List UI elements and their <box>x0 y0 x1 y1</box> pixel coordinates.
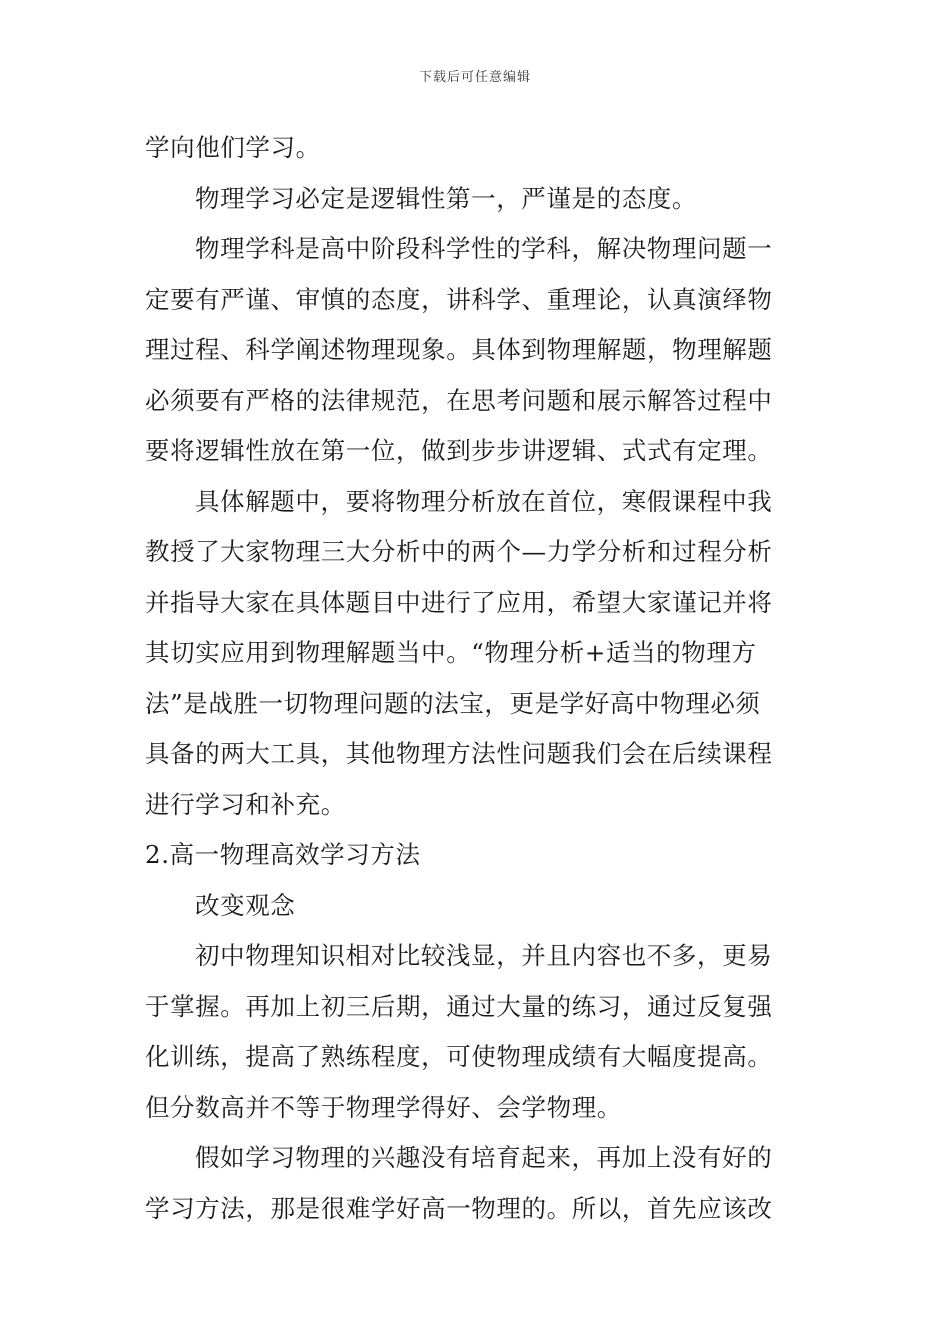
text-line: 要将逻辑性放在第一位，做到步步讲逻辑、式式有定理。 <box>145 436 773 465</box>
text-line: 法”是战胜一切物理问题的法宝，更是学好高中物理必须 <box>145 688 761 718</box>
document-body <box>145 123 807 1234</box>
text-line: 但分数高并不等于物理学得好、会学物理。 <box>145 1092 622 1122</box>
text-line: 学向他们学习。 <box>145 133 321 162</box>
text-line: 化训练，提高了熟练程度，可使物理成绩有大幅度提高。 <box>145 1042 773 1071</box>
page-header: 下载后可任意编辑 <box>418 70 531 85</box>
text-line: 进行学习和补充。 <box>145 789 346 819</box>
text-line: 教授了大家物理三大分析中的两个—力学分析和过程分析 <box>145 537 773 566</box>
text-line: 假如学习物理的兴趣没有培育起来，再加上没有好的 <box>195 1143 773 1172</box>
text-line: 定要有严谨、审慎的态度，讲科学、重理论，认真演绎物 <box>145 284 773 314</box>
text-line: 其切实应用到物理解题当中。“物理分析+适当的物理方 <box>145 638 757 667</box>
text-line: 物理学科是高中阶段科学性的学科，解决物理问题一 <box>195 234 773 263</box>
section-heading: 2.高一物理高效学习方法 <box>145 840 421 869</box>
subsection-heading: 改变观念 <box>195 890 296 920</box>
text-line: 必须要有严格的法律规范，在思考问题和展示解答过程中 <box>145 385 773 415</box>
text-line: 初中物理知识相对比较浅显，并且内容也不多，更易 <box>195 941 773 970</box>
text-line: 具备的两大工具，其他物理方法性问题我们会在后续课程 <box>145 739 773 768</box>
text-line: 物理学习必定是逻辑性第一，严谨是的态度。 <box>195 183 697 213</box>
text-line: 于掌握。再加上初三后期，通过大量的练习，通过反复强 <box>145 991 773 1021</box>
text-line: 理过程、科学阐述物理现象。具体到物理解题，物理解题 <box>145 335 773 364</box>
text-line: 学习方法，那是很难学好高一物理的。所以，首先应该改 <box>145 1193 773 1223</box>
text-line: 并指导大家在具体题目中进行了应用，希望大家谨记并将 <box>145 587 773 617</box>
text-line: 具体解题中，要将物理分析放在首位，寒假课程中我 <box>195 486 773 516</box>
